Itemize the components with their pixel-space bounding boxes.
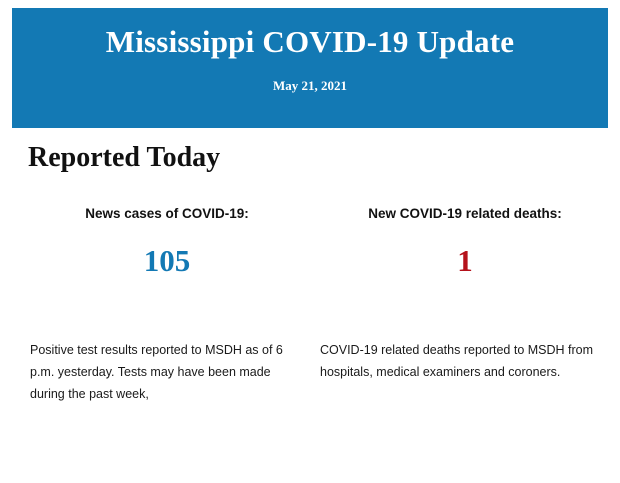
stat-new-deaths-value: 1 [457,242,473,278]
descriptions-row [12,340,608,406]
report-date: May 21, 2021 [272,77,348,93]
stat-new-deaths [308,205,608,276]
section-heading: Reported Today [28,142,221,173]
header-banner [12,8,608,128]
stat-new-cases-description: Positive test results reported to MSDH as of 6 p.m. yesterday. Tests may have been made during the past week, [30,343,283,401]
page-title: Mississippi COVID-19 Update [105,24,515,59]
stats-row [12,205,608,276]
stat-new-cases-value: 105 [143,242,191,278]
stat-new-deaths-label: New COVID-19 related deaths: [368,206,562,221]
stat-new-cases [12,205,308,276]
stat-new-deaths-description: COVID-19 related deaths reported to MSDH from hospitals, medical examiners and coroners. [320,343,594,379]
stat-new-cases-label: News cases of COVID-19: [85,206,249,221]
